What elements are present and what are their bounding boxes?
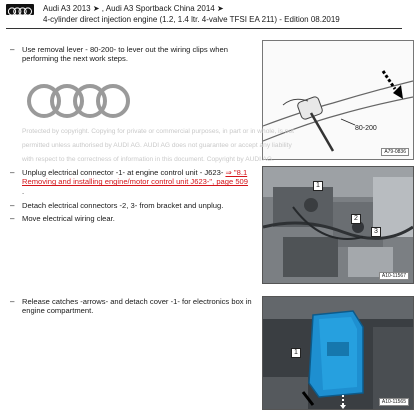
- electronics-box-photo-icon: [263, 297, 413, 409]
- bullet-dash: –: [10, 201, 15, 210]
- watermark-line-3: with respect to the correctness of information in this document. Copyright by AUDI AG.: [22, 156, 274, 163]
- engine-bay-photo-icon: [263, 167, 413, 283]
- step-4: [10, 214, 260, 223]
- bullet-dash: –: [10, 168, 15, 177]
- callout-3: 3: [371, 227, 381, 237]
- bullet-dash: –: [10, 45, 15, 54]
- bullet-dash: –: [10, 214, 15, 223]
- step-1: [10, 45, 250, 64]
- figure-connectors: [262, 166, 414, 284]
- callout-1: 1: [313, 181, 323, 191]
- step-5: [10, 297, 260, 316]
- bullet-dash: –: [10, 297, 15, 306]
- step-2-text-block: [22, 168, 250, 196]
- watermark-line-2: permitted unless authorised by AUDI AG. AUDI AG does not guarantee or accept any liability: [22, 142, 292, 149]
- watermark-line-1: Protected by copyright. Copying for private or commercial purposes, in part or in whole, is not: [22, 128, 294, 135]
- figure-2-code: A10-11567: [379, 272, 409, 280]
- audi-rings-icon: [24, 80, 134, 122]
- figure-electronics-box: [262, 296, 414, 410]
- header-line-1: Audi A3 2013 ➤ , Audi A3 Sportback China 2014 ➤: [43, 4, 224, 13]
- step-2-link-end: .: [22, 186, 25, 196]
- step-2-text: Unplug electrical connector -1- at engine control unit - J623-: [22, 168, 226, 177]
- audi-logo-icon: [6, 4, 34, 15]
- step-5-text: Release catches -arrows- and detach cover -1- for electronics box in engine compartment.: [22, 297, 252, 316]
- step-2: [10, 168, 250, 196]
- step-3: [10, 201, 260, 210]
- figure-1-label: 80-200: [355, 125, 377, 132]
- step-4-text: Move electrical wiring clear.: [22, 214, 115, 223]
- header-divider: [6, 28, 402, 29]
- header-line-2: 4-cylinder direct injection engine (1.2, 1.4 ltr. 4-valve TFSI EA 211) - Edition 08.2019: [43, 15, 340, 24]
- callout-1: 1: [291, 348, 301, 358]
- remove-ecu-link[interactable]: ⇒ "8.1 Removing and installing engine/motor control unit J623-", page 509: [22, 168, 249, 187]
- step-1-text: Use removal lever - 80-200- to lever out the wiring clips when performing the next work steps.: [22, 45, 228, 64]
- step-3-text: Detach electrical connectors -2, 3- from bracket and unplug.: [22, 201, 224, 210]
- figure-1-code: A79-0836: [381, 148, 409, 156]
- figure-3-code: A10-11565: [379, 398, 409, 406]
- callout-2: 2: [351, 214, 361, 224]
